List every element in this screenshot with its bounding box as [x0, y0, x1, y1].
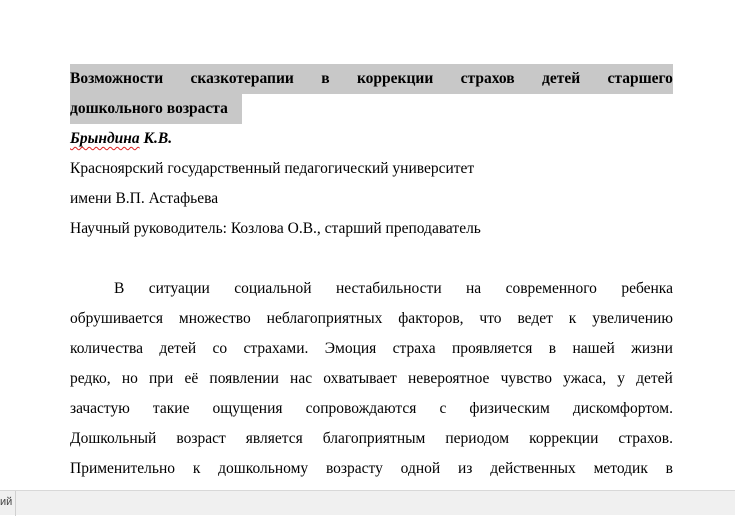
body-word: нас: [290, 370, 313, 387]
body-word: в: [548, 340, 557, 357]
body-word: действенных: [490, 460, 576, 477]
body-word: физическим: [469, 400, 550, 417]
affiliation-line-2[interactable]: имени В.П. Астафьева: [70, 190, 219, 207]
body-word: ощущения: [212, 400, 283, 417]
blank-line: [70, 244, 673, 274]
body-word: у: [617, 370, 625, 387]
body-word: является: [245, 430, 303, 447]
status-bar-divider: [15, 491, 16, 516]
body-word: возраст: [176, 430, 226, 447]
author-line[interactable]: [70, 124, 673, 154]
body-word: страхами.: [243, 340, 309, 357]
author-initials[interactable]: К.В.: [139, 130, 173, 147]
body-word: страхов.: [618, 430, 673, 447]
body-word: такие: [152, 400, 190, 417]
body-line[interactable]: [70, 424, 673, 454]
body-word: количества: [70, 340, 144, 357]
title-word: коррекции: [356, 70, 434, 87]
body-word: периодом: [445, 430, 510, 447]
author-surname[interactable]: Брындина: [70, 130, 140, 147]
body-paragraph[interactable]: [70, 274, 673, 484]
body-word: современного: [505, 280, 597, 297]
body-word: из: [457, 460, 473, 477]
body-word: неблагоприятных: [266, 310, 383, 327]
body-word: со: [212, 340, 228, 357]
body-word: появлении: [209, 370, 279, 387]
body-line[interactable]: [70, 304, 673, 334]
body-word: ребенка: [621, 280, 673, 297]
body-word: к: [568, 310, 577, 327]
title-line-1[interactable]: [70, 64, 673, 94]
supervisor-line[interactable]: Научный руководитель: Козлова О.В., старший преподаватель: [70, 220, 481, 237]
body-word: сопровождаются: [305, 400, 417, 417]
body-word: методик: [593, 460, 648, 477]
body-word: охватывает: [323, 370, 397, 387]
body-word: в: [665, 460, 673, 477]
body-word: Дошкольный: [70, 430, 157, 447]
body-word: увеличению: [592, 310, 673, 327]
body-word: социальной: [234, 280, 312, 297]
body-word: благоприятным: [322, 430, 426, 447]
body-word: В: [114, 280, 125, 297]
body-word: чувство: [500, 370, 552, 387]
title-word: страхов: [460, 70, 515, 87]
body-word: коррекции: [529, 430, 599, 447]
body-line[interactable]: [70, 334, 673, 364]
document-body[interactable]: [70, 64, 673, 484]
body-word: дискомфортом.: [572, 400, 673, 417]
body-word: с: [439, 400, 447, 417]
body-word: но: [121, 370, 138, 387]
body-word: при: [149, 370, 174, 387]
body-word: нестабильности: [335, 280, 442, 297]
title-word: Возможности: [70, 70, 164, 87]
body-word: нашей: [572, 340, 615, 357]
title-word: детей: [541, 70, 581, 87]
body-line[interactable]: [70, 394, 673, 424]
body-word: ужаса,: [563, 370, 607, 387]
body-word: проявляется: [451, 340, 533, 357]
body-word: редко,: [70, 370, 111, 387]
status-bar-text: ий: [0, 496, 13, 508]
body-word: возрасту: [325, 460, 383, 477]
body-line[interactable]: [70, 364, 673, 394]
body-word: на: [466, 280, 482, 297]
body-word: одной: [400, 460, 441, 477]
body-word: страха: [392, 340, 436, 357]
body-word: множество: [178, 310, 251, 327]
body-word: зачастую: [70, 400, 130, 417]
body-word: ситуации: [148, 280, 210, 297]
title-word: сказкотерапии: [190, 70, 294, 87]
body-word: её: [184, 370, 199, 387]
body-word: обрушивается: [70, 310, 164, 327]
body-word: ведет: [517, 310, 553, 327]
body-word: детей: [636, 370, 673, 387]
body-word: невероятное: [407, 370, 490, 387]
body-word: Эмоция: [324, 340, 377, 357]
title-word: старшего: [607, 70, 673, 87]
title-word: в: [321, 70, 330, 87]
body-word: Применительно: [70, 460, 176, 477]
body-word: детей: [159, 340, 197, 357]
affiliation-line-1[interactable]: Красноярский государственный педагогический университет: [70, 160, 475, 177]
body-line[interactable]: [70, 454, 673, 484]
status-bar: [0, 490, 735, 515]
body-line[interactable]: [70, 274, 673, 304]
body-word: жизни: [631, 340, 673, 357]
body-word: что: [479, 310, 502, 327]
body-word: факторов,: [398, 310, 464, 327]
title-line-2[interactable]: дошкольного возраста: [70, 94, 242, 124]
body-word: дошкольному: [218, 460, 309, 477]
body-word: к: [192, 460, 201, 477]
